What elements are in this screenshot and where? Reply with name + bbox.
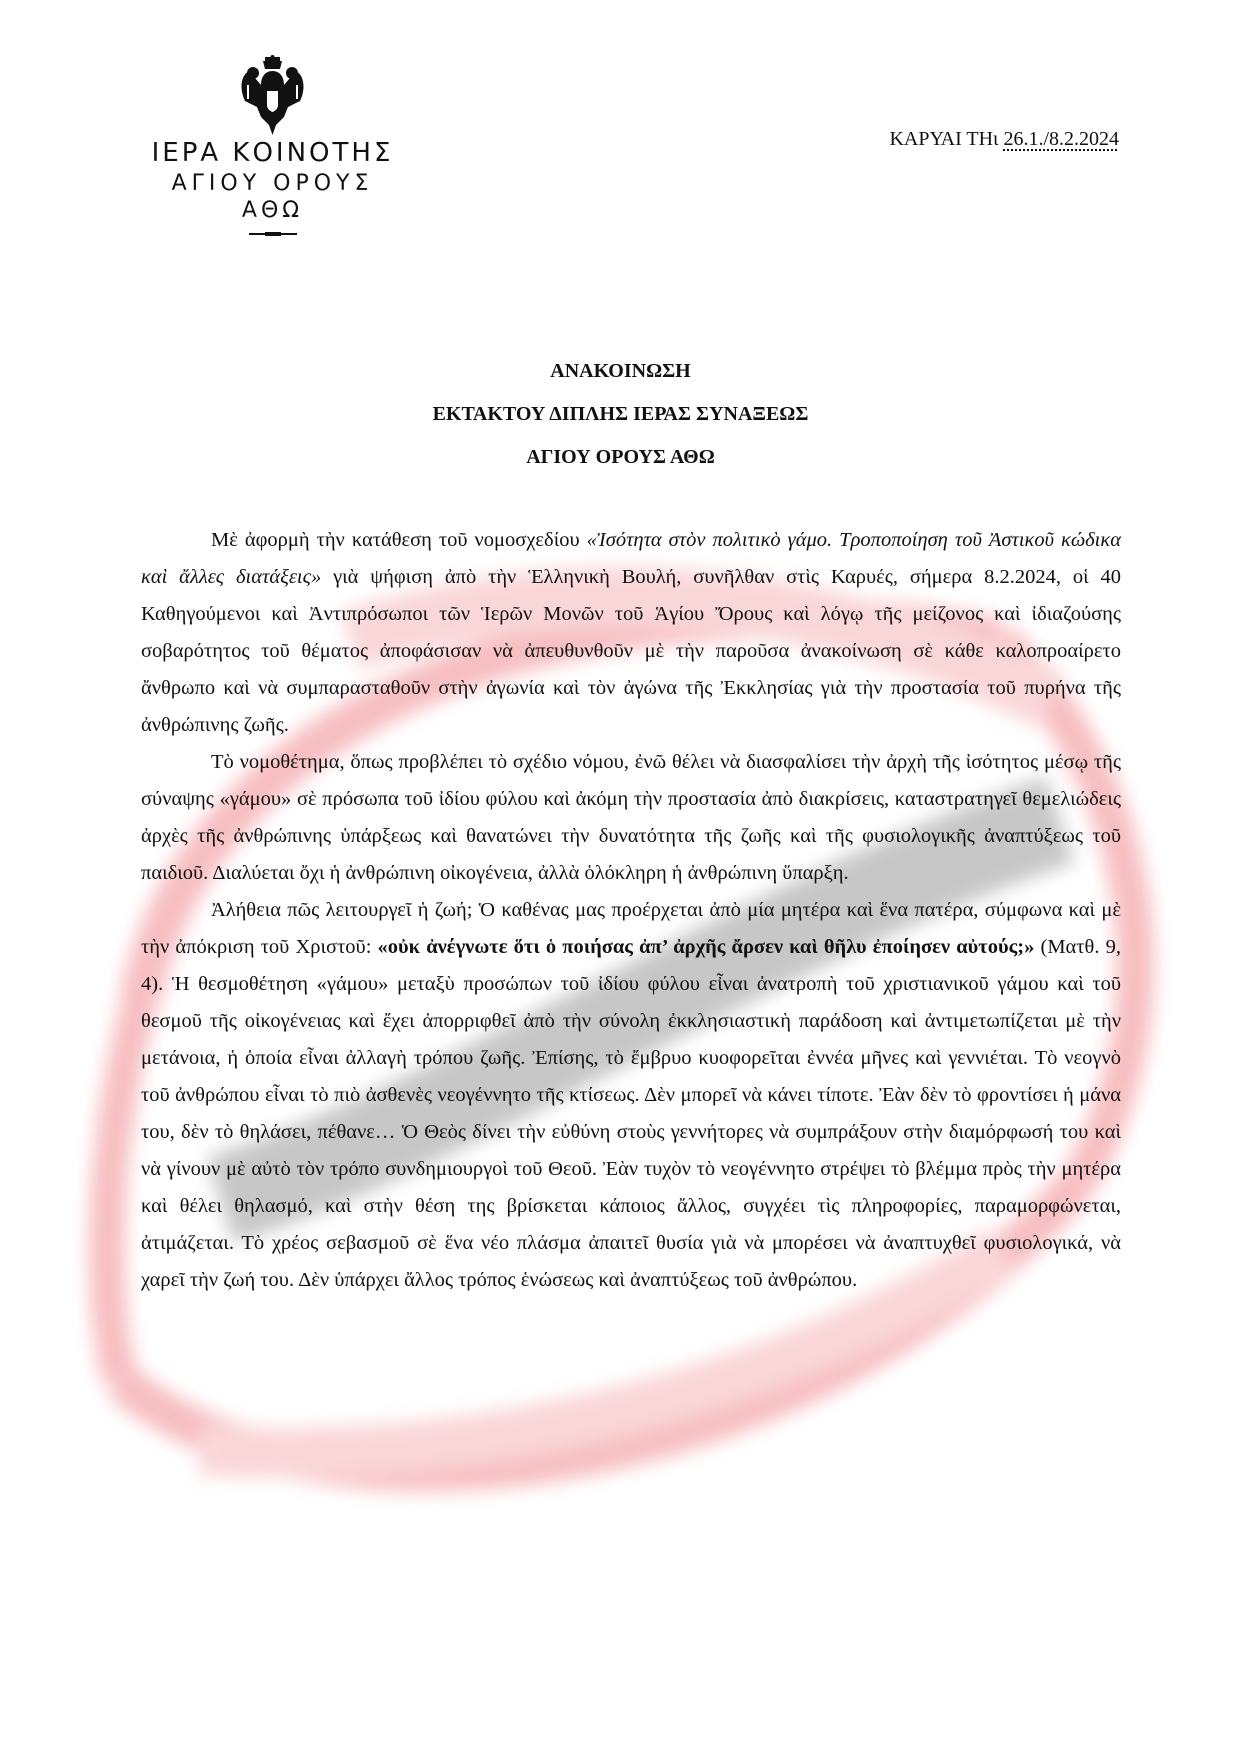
paragraph-1	[141, 522, 1121, 744]
letterhead-line-2: ΑΓΙΟΥ ΟΡΟΥΣ	[171, 170, 374, 196]
dateline-date: 26.1./8.2.2024	[1003, 128, 1119, 150]
letterhead-divider	[249, 233, 297, 235]
document-subtitle-2: ΑΓΙΟΥ ΟΡΟΥΣ ΑΘΩ	[526, 446, 715, 468]
document-body	[141, 522, 1121, 1299]
double-headed-eagle-icon	[235, 55, 310, 137]
letterhead	[150, 55, 395, 235]
document-subtitle: ΕΚΤΑΚΤΟΥ ΔΙΠΛΗΣ ΙΕΡΑΣ ΣΥΝΑΞΕΩΣ	[432, 403, 809, 425]
paragraph-3-text-c: (Ματθ. 9, 4). Ἡ θεσμοθέτηση «γάμου» μεταξὺ προσώπων τοῦ ἰδίου φύλου εἶναι ἀνατροπὴ τοῦ χριστιανικοῦ γάμου καὶ τοῦ θεσμοῦ τῆς οἰκογένειας καὶ ἔχει ἀπορριφθεῖ ἀπὸ τὴν σύνολη ἐκκλησιαστικὴ παράδοση καὶ ἀντιμετωπίζεται μὲ τὴν μετάνοια, ἡ ὁποία εἶναι ἀλλαγὴ τρόπου ζωῆς. Ἐπίσης, τὸ ἔμβρυο κυοφορεῖται ἐννέα μῆνες καὶ γεννιέται. Τὸ νεογνὸ τοῦ ἀνθρώπου εἶναι τὸ πιὸ ἀσθενὲς νεογέννητο τῆς κτίσεως. Δὲν μπορεῖ νὰ κάνει τίποτε. Ἐὰν δὲν τὸ φροντίσει ἡ μάνα του, δὲν τὸ θηλάσει, πέθανε… Ὁ Θεὸς δίνει τὴν εὐθύνη στοὺς γεννήτορες νὰ συμπράξουν στὴν διαμόρφωσή του καὶ νὰ γίνουν μὲ αὐτὸ τὸν τρόπο συνδημιουργοὶ τοῦ Θεοῦ. Ἐὰν τυχὸν τὸ νεογέννητο στρέψει τὸ βλέμμα πρὸς τὴν μητέρα καὶ θέλει θηλασμό, καὶ στὴν θέση της βρίσκεται κάποιος ἄλλος, συγχέει τὶς πληροφορίες, παραμορφώνεται, ἀτιμάζεται. Τὸ χρέος σεβασμοῦ σὲ ἕνα νέο πλάσμα ἀπαιτεῖ θυσία γιὰ νὰ μπορέσει νὰ ἀναπτυχθεῖ φυσιολογικά, νὰ χαρεῖ τὴν ζωή του. Δὲν ὑπάρχει ἄλλος τρόπος ἑνώσεως καὶ ἀναπτύξεως τοῦ ἀνθρώπου.	[141, 936, 1121, 1291]
paragraph-1-text-a: Μὲ ἀφορμὴ τὴν κατάθεση τοῦ νομοσχεδίου	[211, 529, 587, 551]
dateline	[889, 128, 1119, 151]
document-title-block	[0, 360, 1241, 489]
letterhead-line-1: ΙΕΡΑ ΚΟΙΝΟΤΗΣ	[151, 138, 394, 168]
bill-title-quote: «Ἰσότητα στὸν πολιτικὸ γάμο. Τροποποίηση τοῦ Ἀστικοῦ κώδικα καὶ ἄλλες διατάξεις»	[141, 529, 1121, 588]
paragraph-2: Τὸ νομοθέτημα, ὅπως προβλέπει τὸ σχέδιο νόμου, ἐνῶ θέλει νὰ διασφαλίσει τὴν ἀρχὴ τῆς ἰσότητος μέσῳ τῆς σύναψης «γάμου» σὲ πρόσωπα τοῦ ἰδίου φύλου καὶ ἀκόμη τὴν προστασία ἀπὸ διακρίσεις, καταστρατηγεῖ θεμελιώδεις ἀρχὲς τῆς ἀνθρώπινης ὑπάρξεως καὶ θανατώνει τὴν δυνατότητα τῆς ζωῆς καὶ τῆς φυσιολογικῆς ἀναπτύξεως τοῦ παιδιοῦ. Διαλύεται ὄχι ἡ ἀνθρώπινη οἰκογένεια, ἀλλὰ ὁλόκληρη ἡ ἀνθρώπινη ὕπαρξη.	[141, 751, 1121, 884]
paragraph-3-text-a: Ἀλήθεια πῶς λειτουργεῖ ἡ ζωή; Ὁ καθένας μας προέρχεται ἀπὸ μία μητέρα καὶ ἕνα πατέρα, σύμφωνα καὶ μὲ τὴν ἀπόκριση τοῦ Χριστοῦ:	[141, 899, 1121, 958]
paragraph-3	[141, 892, 1121, 1299]
document-title: ΑΝΑΚΟΙΝΩΣΗ	[550, 360, 691, 382]
letterhead-line-3: ΑΘΩ	[241, 198, 304, 223]
dateline-place: ΚΑΡΥΑΙ ΤΗι	[889, 128, 1004, 150]
scripture-quote: «οὐκ ἀνέγνωτε ὅτι ὁ ποιήσας ἀπ’ ἀρχῆς ἄρσεν καὶ θῆλυ ἐποίησεν αὐτούς;»	[377, 936, 1035, 958]
paragraph-1-text-c: γιὰ ψήφιση ἀπὸ τὴν Ἑλληνικὴ Βουλή, συνῆλθαν στὶς Καρυές, σήμερα 8.2.2024, οἱ 40 Καθηγούμενοι καὶ Ἀντιπρόσωποι τῶν Ἱερῶν Μονῶν τοῦ Ἁγίου Ὄρους καὶ λόγῳ τῆς μείζονος καὶ ἰδιαζούσης σοβαρότητος τοῦ θέματος ἀποφάσισαν νὰ ἀπευθυνθοῦν μὲ τὴν παροῦσα ἀνακοίνωση σὲ κάθε καλοπροαίρετο ἄνθρωπο καὶ νὰ συμπαρασταθοῦν στὴν ἀγωνία καὶ τὸν ἀγώνα τῆς Ἐκκλησίας γιὰ τὴν προστασία τοῦ πυρήνα τῆς ἀνθρώπινης ζωῆς.	[141, 566, 1121, 736]
